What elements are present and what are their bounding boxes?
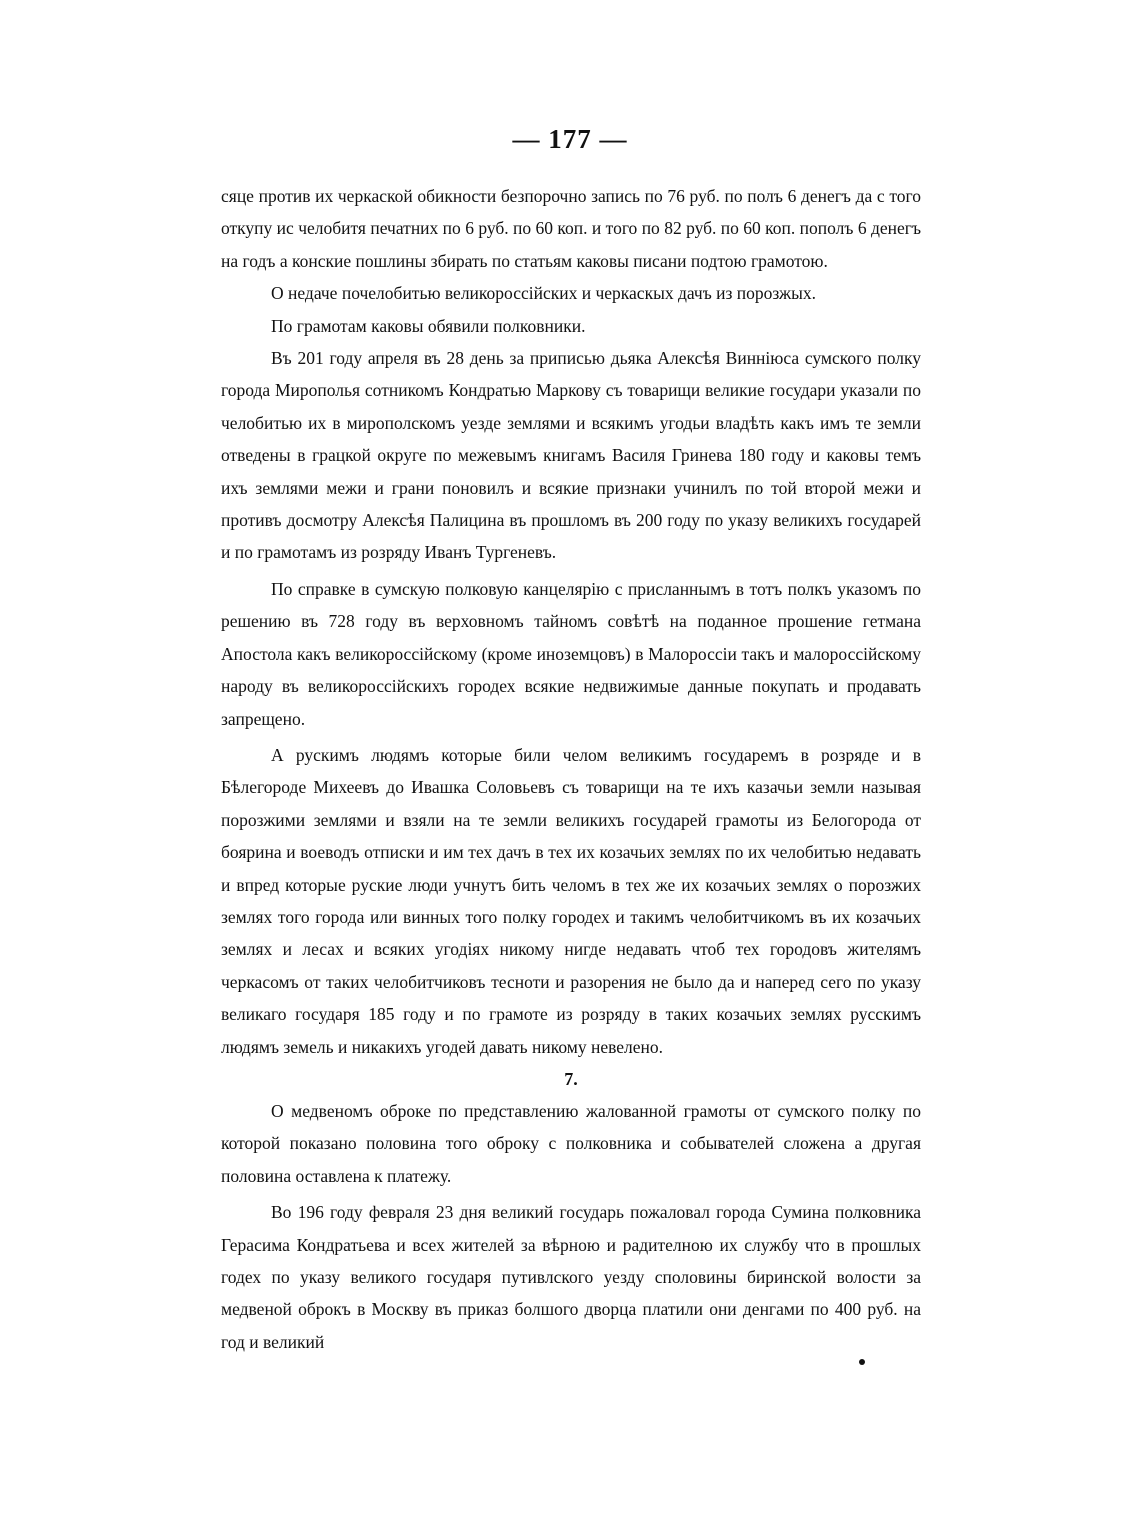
ink-dot — [859, 1359, 865, 1365]
paragraph-sumy-chancellery: По справке в сумскую полковую канцелярiю с присланнымъ в тотъ полкъ указомъ по решению въ 728 году въ верховномъ тайномъ совѣтѣ на поданное прошение гетмана Апостола какъ великороссiйскому (кроме иноземцовъ) в Малороссiи такъ и малороссiйскому народу въ великороссiйскихъ городех всякие недвижимые данные покупать и продавать запрещено. — [221, 578, 921, 729]
paragraph-honey-tax-heading: О медвеномъ оброке по представлению жалованной грамоты от сумского полку по которой показано половина того оброку с полковника и собывателей сложена а другая половина оставлена к платежу. — [221, 1100, 921, 1186]
paragraph-heading-non-grant: О недаче почелобитью великороссійских и черкаскых дачъ из порозжых. — [271, 283, 816, 304]
paragraph-subheading-charters: По грамотам каковы обявили полковники. — [271, 315, 586, 336]
text-body — [221, 180, 921, 1358]
section-number: 7. — [564, 1068, 578, 1089]
paragraph-russian-people: А рускимъ людямъ которые били челом великимъ государемъ в розряде и в Бѣлегороде Михеевъ до Ивашка Соловьевъ съ товарищи на те ихъ казачьи земли называя порозжими землями и взяли на те земли великихъ государей грамоты из Белогорода от боярина и воеводъ отписки и им тех дачъ в тех их козачьих землях по их челобитью недавать и впред которые руские люди учнутъ бить челомъ в тех же их козачьих землях о порозжих землях того города или винных того полку городех и такимъ челобитчикомъ въ их козачьих землях и лесах и всяких угодiях никому нигде недавать чтоб тех городовъ жителямъ черкасомъ от таких челобитчиковъ тесноти и разорения не было да и наперед сего по указу великаго государя 185 году и по грамоте из розряду в таких козачьих землях русскимъ людямъ земель и никакихъ угодей давать никому невелено. — [221, 744, 921, 1057]
page-number: — 177 — — [512, 124, 628, 154]
paragraph-continuation: сяце против их черкаской обикности безпорочно запись по 76 руб. по полъ 6 денегъ да с того откупу ис челобитя печатних по 6 руб. по 60 коп. и того по 82 руб. по 60 коп. пополъ 6 денегъ на годъ а конские пошлины збирать по статьям каковы писани подтою грамотою. — [221, 186, 921, 271]
paragraph-year-201: Въ 201 году апреля въ 28 день за приписью дьяка Алексѣя Виннiюса сумского полку города Мирополья сотникомъ Кондратью Маркову съ товарищи великие государи указали по челобитью их в мирополскомъ уезде землями и всякимъ угодьи владѣть какъ имъ те земли отведены в грацкой округе по межевымъ книгамъ Василя Гринева 180 году и каковы темъ ихъ землями межи и грани поновилъ и всякие признаки учинилъ по той второй межи и противъ досмотру Алексѣя Палицина въ прошломъ въ 200 году по указу великихъ государей и по грамотамъ из розряду Иванъ Тургеневъ. — [221, 348, 921, 563]
paragraph-year-196: Во 196 году февраля 23 дня великий государь пожаловал города Сумина полковника Герасима Кондратьева и всех жителей за вѣрною и радителною их службу что в прошлых годех по указу великого государя путивлского уезду споловины биринской волости за медвеной оброкъ в Москву въ приказ болшого дворца платили они денгами по 400 руб. на год и великий — [221, 1202, 921, 1352]
